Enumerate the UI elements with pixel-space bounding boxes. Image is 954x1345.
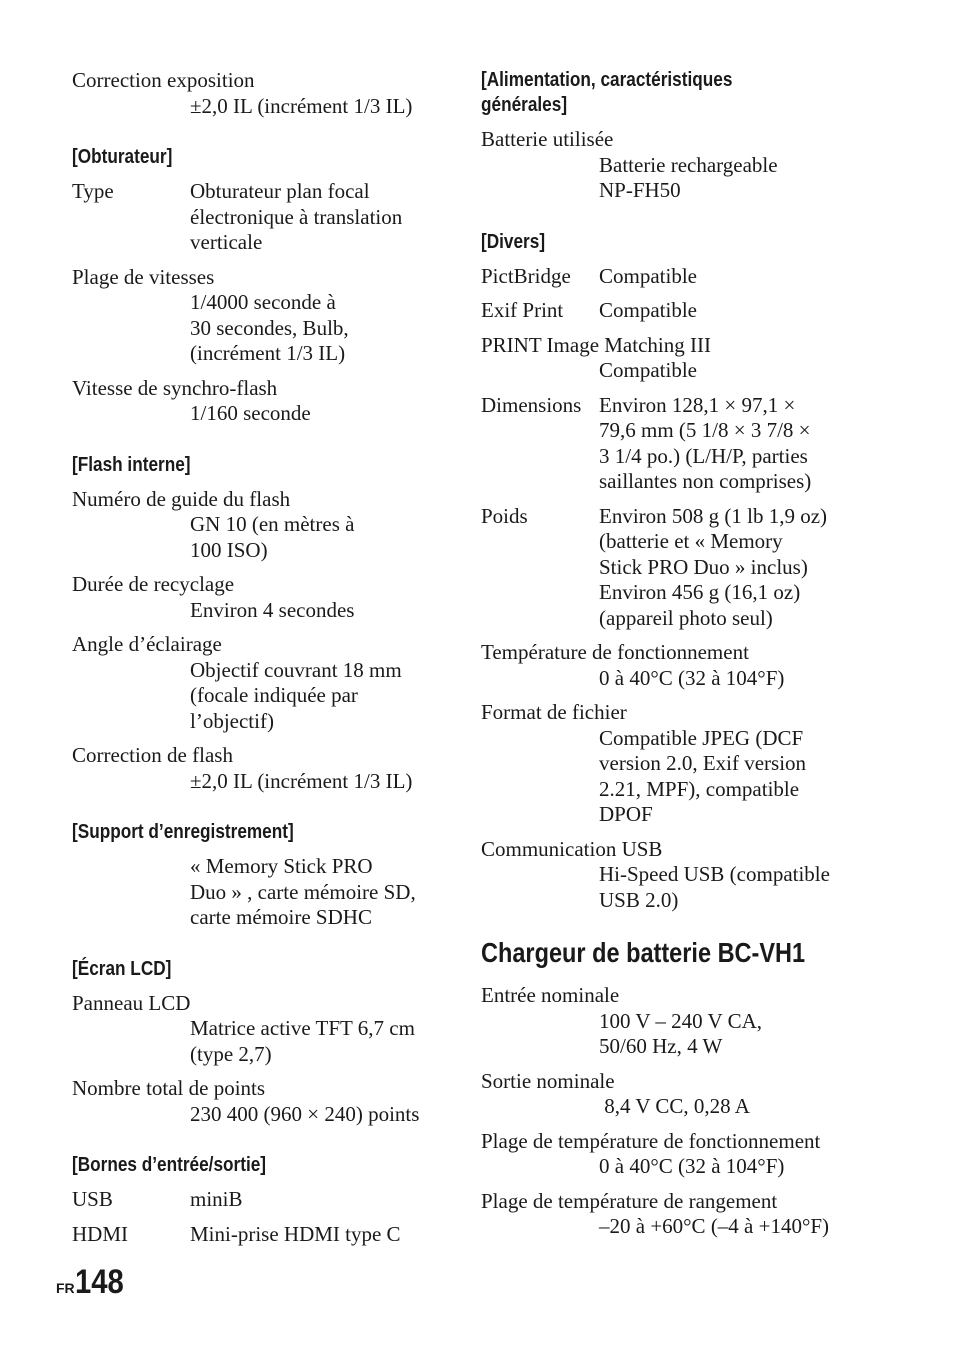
spec-label: Entrée nominale — [481, 983, 620, 1007]
value-line: 2.21, MPF), compatible — [599, 776, 800, 801]
value-line: électronique à translation — [190, 204, 403, 229]
spec-value — [599, 504, 901, 632]
value-line: (incrément 1/3 IL) — [190, 341, 346, 365]
spec-value — [72, 658, 452, 735]
format-fichier-entry — [481, 700, 901, 828]
spec-label: HDMI — [72, 1221, 128, 1246]
spec-label: Angle d’éclairage — [72, 632, 222, 656]
spec-label: Poids — [481, 503, 528, 528]
spec-label: Numéro de guide du flash — [72, 486, 291, 511]
print-image-matching-entry — [481, 333, 901, 384]
spec-label: Batterie utilisée — [481, 127, 614, 151]
spec-value: –20 à +60°C (–4 à +140°F) — [599, 1214, 830, 1238]
value-line: saillantes non comprises) — [599, 469, 812, 493]
plage-fonctionnement-entry — [481, 1129, 901, 1180]
spec-label: Type — [72, 179, 114, 203]
temperature-entry — [481, 640, 901, 691]
spec-label: Dimensions — [481, 392, 582, 417]
left-column — [72, 68, 452, 1256]
spec-value — [481, 862, 901, 913]
spec-value: Compatible — [599, 358, 697, 382]
value-line: Compatible JPEG (DCF — [599, 725, 804, 750]
spec-label: PRINT Image Matching III — [481, 332, 711, 357]
guide-flash-entry — [72, 487, 452, 564]
spec-label: Exif Print — [481, 298, 564, 322]
spec-label: Température de fonctionnement — [481, 640, 749, 664]
entree-nominale-entry — [481, 983, 901, 1060]
value-line: Hi-Speed USB (compatible — [599, 862, 830, 886]
spec-value: miniB — [190, 1187, 243, 1211]
spec-value: 1/160 seconde — [190, 401, 311, 425]
value-line: (focale indiquée par — [190, 683, 358, 707]
section-heading-ecran: [Écran LCD] — [72, 957, 172, 980]
spec-label: PictBridge — [481, 263, 571, 288]
value-line: Duo » , carte mémoire SD, — [190, 879, 416, 904]
page-number-value: 148 — [74, 1263, 124, 1301]
value-line: 79,6 mm (5 1/8 × 3 7/8 × — [599, 418, 811, 442]
sortie-nominale-entry — [481, 1069, 901, 1120]
communication-usb-entry — [481, 837, 901, 914]
value-line: 100 ISO) — [190, 537, 268, 562]
spec-label: Sortie nominale — [481, 1068, 615, 1093]
spec-label: Communication USB — [481, 836, 663, 861]
value-line: GN 10 (en mètres à — [190, 512, 355, 536]
spec-value: Environ 4 secondes — [190, 597, 355, 622]
value-line: Matrice active TFT 6,7 cm — [190, 1016, 415, 1040]
spec-label: Correction de flash — [72, 743, 233, 767]
spec-value — [481, 726, 901, 828]
synchro-flash-entry — [72, 376, 452, 427]
batterie-entry — [481, 127, 901, 204]
correction-flash-entry — [72, 743, 452, 794]
spec-label: Plage de vitesses — [72, 264, 215, 289]
section-heading-divers: [Divers] — [481, 230, 546, 253]
spec-value: 0 à 40°C (32 à 104°F) — [599, 665, 785, 690]
spec-label: Vitesse de synchro-flash — [72, 375, 278, 400]
spec-value — [481, 1009, 901, 1060]
value-line: (type 2,7) — [190, 1041, 272, 1066]
usb-entry — [72, 1187, 452, 1213]
section-heading-obturateur: [Obturateur] — [72, 146, 173, 168]
spec-value — [72, 854, 452, 931]
section-heading-support: [Support d’enregistrement] — [72, 821, 294, 843]
section-heading-alimentation: [Alimentation, caractéristiques générales] — [481, 69, 733, 116]
hdmi-entry — [72, 1222, 452, 1248]
correction-exposition-entry — [72, 68, 452, 119]
spec-value — [72, 290, 452, 367]
language-code: FR — [56, 1280, 75, 1296]
poids-entry — [481, 504, 901, 632]
value-line: carte mémoire SDHC — [190, 905, 372, 929]
type-entry — [72, 179, 452, 256]
spec-value: Mini-prise HDMI type C — [190, 1221, 401, 1246]
value-line: verticale — [190, 230, 263, 254]
angle-eclairage-entry — [72, 632, 452, 734]
value-line: Environ 508 g (1 lb 1,9 oz) — [599, 503, 828, 528]
value-line: (appareil photo seul) — [599, 605, 773, 630]
value-line: Environ 128,1 × 97,1 × — [599, 392, 796, 417]
value-line: DPOF — [599, 802, 653, 826]
value-line: « Memory Stick PRO — [190, 854, 373, 878]
value-line: 50/60 Hz, 4 W — [599, 1034, 723, 1058]
spec-value: Compatible — [599, 263, 697, 288]
spec-label: USB — [72, 1187, 113, 1211]
spec-label: Format de fichier — [481, 700, 627, 724]
spec-value: ±2,0 IL (incrément 1/3 IL) — [190, 93, 413, 118]
value-line: Batterie rechargeable — [599, 152, 778, 177]
value-line: version 2.0, Exif version — [599, 751, 807, 775]
value-line: USB 2.0) — [599, 887, 679, 912]
value-line: Stick PRO Duo » inclus) — [599, 554, 808, 579]
spec-label: Panneau LCD — [72, 990, 191, 1015]
right-column — [481, 68, 901, 1249]
value-line: l’objectif) — [190, 708, 274, 733]
spec-value — [599, 393, 901, 495]
spec-label: Durée de recyclage — [72, 572, 235, 596]
value-line: Objectif couvrant 18 mm — [190, 657, 402, 682]
value-line: Environ 456 g (16,1 oz) — [599, 580, 801, 604]
spec-label: Nombre total de points — [72, 1076, 266, 1100]
value-line: 30 secondes, Bulb, — [190, 315, 349, 340]
panneau-lcd-entry — [72, 991, 452, 1068]
spec-value: 0 à 40°C (32 à 104°F) — [599, 1154, 785, 1178]
spec-value: 8,4 V CC, 0,28 A — [599, 1094, 750, 1118]
plage-rangement-entry — [481, 1189, 901, 1240]
spec-value — [190, 179, 452, 256]
spec-value — [481, 153, 901, 204]
value-line: 1/4000 seconde à — [190, 290, 336, 314]
section-heading-chargeur: Chargeur de batterie BC-VH1 — [481, 937, 806, 968]
spec-label: Plage de température de fonctionnement — [481, 1128, 821, 1153]
section-heading-bornes: [Bornes d’entrée/sortie] — [72, 1154, 267, 1176]
spec-value: Compatible — [599, 298, 697, 322]
section-heading-flash: [Flash interne] — [72, 453, 191, 476]
value-line: 3 1/4 po.) (L/H/P, parties — [599, 443, 808, 468]
spec-value: 230 400 (960 × 240) points — [190, 1101, 420, 1126]
points-entry — [72, 1076, 452, 1127]
page-number — [56, 1263, 131, 1301]
value-line: Obturateur plan focal — [190, 179, 370, 203]
spec-value: ±2,0 IL (incrément 1/3 IL) — [190, 768, 413, 793]
pictbridge-entry — [481, 264, 901, 290]
plage-vitesses-entry — [72, 265, 452, 367]
value-line: 100 V – 240 V CA, — [599, 1008, 762, 1033]
spec-value — [72, 512, 452, 563]
exif-print-entry — [481, 298, 901, 324]
dimensions-entry — [481, 393, 901, 495]
value-line: (batterie et « Memory — [599, 529, 783, 553]
support-entry — [72, 854, 452, 931]
recyclage-entry — [72, 572, 452, 623]
spec-label: Correction exposition — [72, 68, 255, 92]
spec-label: Plage de température de rangement — [481, 1188, 778, 1213]
value-line: NP-FH50 — [599, 178, 681, 202]
spec-value — [72, 1016, 452, 1067]
